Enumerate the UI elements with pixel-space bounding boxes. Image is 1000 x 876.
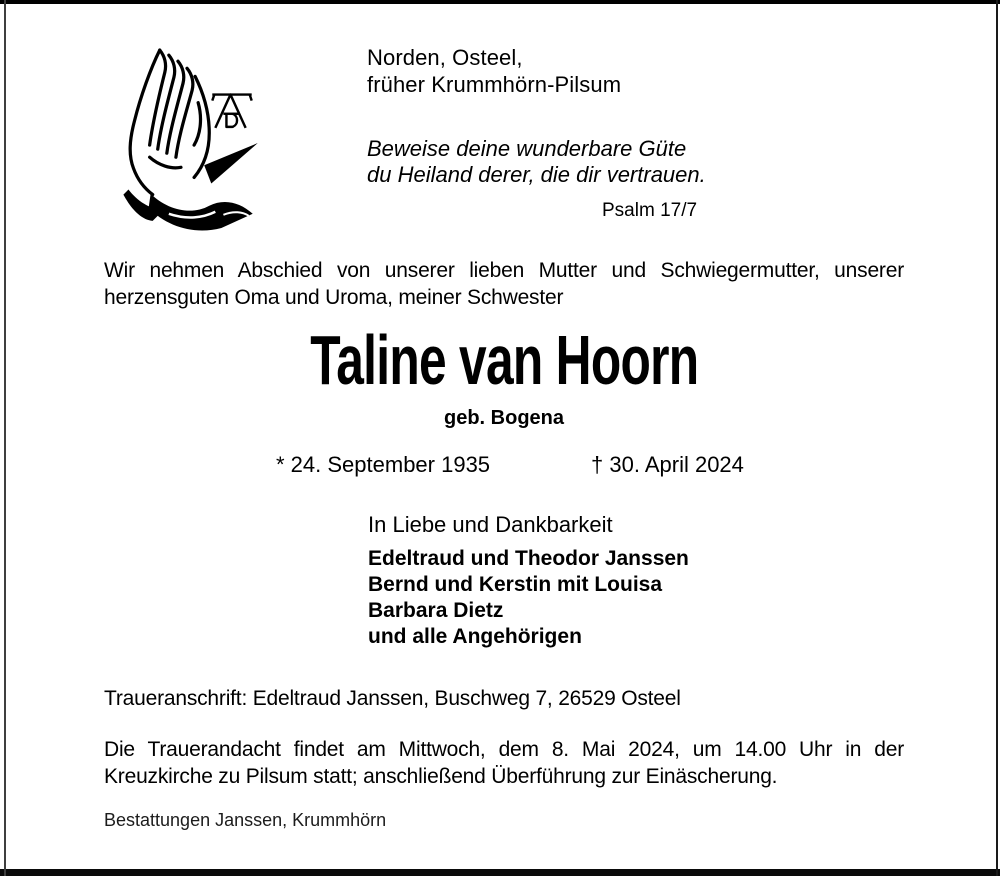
praying-hands-icon [102,40,266,234]
deceased-name-row [104,321,904,399]
closing-phrase: In Liebe und Dankbarkeit [368,512,613,537]
verse-line-2: du Heiland derer, die dir vertrauen. [367,162,706,187]
location-line-1: Norden, Osteel, [367,45,523,70]
mourner-line: und alle Angehörigen [368,625,582,648]
maiden-name: geb. Bogena [443,407,564,429]
duerer-monogram-icon [212,95,251,128]
birth-date: * 24. September 1935 [276,452,491,477]
page-border-top [0,0,1000,4]
intro-paragraph: Wir nehmen Abschied von unserer lieben Mutter und Schwiegermutter, unserer herzensguten Oma und Uroma, meiner Schwester [104,259,904,309]
deceased-name: Taline van Hoorn [309,321,699,399]
mourner-line: Edeltraud und Theodor Janssen [368,547,689,570]
death-date: † 30. April 2024 [591,452,744,477]
verse-source: Psalm 17/7 [602,200,698,221]
verse-block [367,136,706,188]
mourners-list [368,546,689,650]
mourner-line: Barbara Dietz [368,599,504,622]
funeral-home: Bestattungen Janssen, Krummhörn [104,810,387,830]
page-border-left [4,0,6,876]
location-block [367,44,621,98]
page-border-bottom [0,869,1000,876]
mourner-line: Bernd und Kerstin mit Louisa [368,573,663,596]
page-border-right [996,0,998,876]
verse-line-1: Beweise deine wunderbare Güte [367,136,687,161]
location-line-2: früher Krummhörn-Pilsum [367,72,622,97]
condolence-address: Traueranschrift: Edeltraud Janssen, Buschweg 7, 26529 Osteel [104,687,681,710]
service-info-paragraph: Die Trauerandacht findet am Mittwoch, dem 8. Mai 2024, um 14.00 Uhr in der Kreuzkirche zu Pilsum statt; anschließend Überführung zur Einäscherung. [104,738,904,788]
